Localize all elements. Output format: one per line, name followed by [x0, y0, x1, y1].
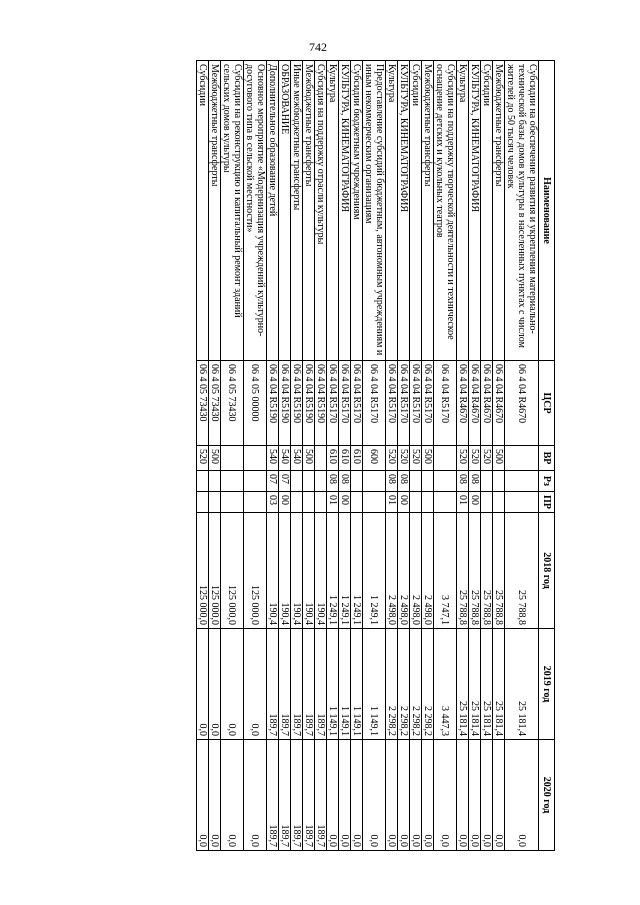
cell-csr: 06 4 04 R5190: [267, 361, 279, 446]
cell-pr: [363, 492, 386, 513]
header-vr: ВР: [539, 446, 555, 471]
cell-rz: [315, 471, 327, 492]
cell-2018: 1 249,1: [351, 513, 363, 629]
cell-name: КУЛЬТУРА, КИНЕМАТОГРАФИЯ: [469, 61, 481, 361]
table-row: [197, 61, 209, 851]
cell-name: Межбюджетные трансферты: [303, 61, 315, 361]
cell-2019: 25 181,4: [481, 629, 493, 740]
cell-vr: 540: [279, 446, 291, 471]
cell-2020: 0,0: [327, 740, 339, 851]
cell-2020: 0,0: [457, 740, 469, 851]
header-2018: 2018 год: [539, 513, 555, 629]
cell-name: Дополнительное образование детей: [267, 61, 279, 361]
cell-2020: 189,7: [279, 740, 291, 851]
cell-2019: 25 181,4: [457, 629, 469, 740]
cell-vr: 520: [197, 446, 209, 471]
cell-vr: 500: [209, 446, 221, 471]
cell-vr: 520: [469, 446, 481, 471]
cell-2018: 25 788,8: [469, 513, 481, 629]
cell-csr: 06 4 04 R5190: [315, 361, 327, 446]
table-row: [339, 61, 351, 851]
cell-pr: [505, 492, 539, 513]
cell-2019: 2 298,2: [398, 629, 410, 740]
cell-vr: 520: [481, 446, 493, 471]
cell-vr: 600: [363, 446, 386, 471]
cell-2020: 189,7: [303, 740, 315, 851]
cell-2020: 0,0: [197, 740, 209, 851]
cell-2018: 3 747,1: [434, 513, 457, 629]
cell-pr: [422, 492, 434, 513]
header-csr: ЦСР: [539, 361, 555, 446]
cell-2019: 2 298,2: [410, 629, 422, 740]
cell-rz: 08: [469, 471, 481, 492]
table-row: [457, 61, 469, 851]
cell-2019: 189,7: [291, 629, 303, 740]
table-row: [386, 61, 398, 851]
cell-2018: 190,4: [303, 513, 315, 629]
cell-2020: 0,0: [469, 740, 481, 851]
cell-2020: 0,0: [422, 740, 434, 851]
cell-csr: 06 4 04 R4670: [457, 361, 469, 446]
table-row: [303, 61, 315, 851]
cell-csr: 06 4 04 R4670: [493, 361, 505, 446]
cell-2020: 0,0: [339, 740, 351, 851]
cell-name: Культура: [457, 61, 469, 361]
cell-rz: [505, 471, 539, 492]
cell-2018: 1 249,1: [363, 513, 386, 629]
table-row: [351, 61, 363, 851]
cell-pr: [303, 492, 315, 513]
cell-name: Субсидии бюджетным учреждениям: [351, 61, 363, 361]
cell-2019: 25 181,4: [469, 629, 481, 740]
cell-vr: [244, 446, 267, 471]
cell-vr: 540: [291, 446, 303, 471]
cell-name: Предоставление субсидий бюджетным, автономным учреждениям и иным некоммерческим организациям: [363, 61, 386, 361]
cell-csr: 06 4 05 00000: [244, 361, 267, 446]
cell-csr: 06 4 04 R5170: [398, 361, 410, 446]
table-row: [291, 61, 303, 851]
cell-pr: [221, 492, 244, 513]
cell-vr: 500: [493, 446, 505, 471]
cell-name: Межбюджетные трансферты: [209, 61, 221, 361]
table-row: [279, 61, 291, 851]
cell-csr: 06 4 04 R5170: [422, 361, 434, 446]
cell-2018: 25 788,8: [493, 513, 505, 629]
table-row: [221, 61, 244, 851]
cell-2018: 125 000,0: [209, 513, 221, 629]
cell-pr: [209, 492, 221, 513]
cell-2019: 2 298,2: [422, 629, 434, 740]
table-body: [197, 61, 539, 851]
cell-2018: 25 788,8: [481, 513, 493, 629]
header-2020: 2020 год: [539, 740, 555, 851]
table-row: [267, 61, 279, 851]
cell-rz: 08: [327, 471, 339, 492]
cell-rz: [221, 471, 244, 492]
cell-name: Субсидия на поддержку отрасли культуры: [315, 61, 327, 361]
cell-2020: 0,0: [221, 740, 244, 851]
cell-pr: 00: [279, 492, 291, 513]
cell-csr: 06 4 04 R5170: [386, 361, 398, 446]
cell-vr: [505, 446, 539, 471]
table-row: [315, 61, 327, 851]
cell-2019: 25 181,4: [493, 629, 505, 740]
table-row: [481, 61, 493, 851]
cell-2019: 1 149,1: [351, 629, 363, 740]
cell-rz: [197, 471, 209, 492]
cell-name: Основное мероприятие «Модернизация учреждений культурно-досугового типа в сельской местности»: [244, 61, 267, 361]
cell-name: Межбюджетные трансферты: [422, 61, 434, 361]
header-pr: ПР: [539, 492, 555, 513]
cell-2018: 125 000,0: [221, 513, 244, 629]
cell-vr: 610: [339, 446, 351, 471]
cell-csr: 06 4 05 73430: [197, 361, 209, 446]
cell-2020: 189,7: [267, 740, 279, 851]
cell-pr: 01: [386, 492, 398, 513]
cell-name: ОБРАЗОВАНИЕ: [279, 61, 291, 361]
cell-csr: 06 4 04 R5170: [410, 361, 422, 446]
cell-rz: [291, 471, 303, 492]
cell-2018: 25 788,8: [457, 513, 469, 629]
cell-rz: [209, 471, 221, 492]
table-row: [422, 61, 434, 851]
table-row: [410, 61, 422, 851]
header-2019: 2019 год: [539, 629, 555, 740]
cell-vr: [434, 446, 457, 471]
cell-rz: [351, 471, 363, 492]
cell-pr: [410, 492, 422, 513]
cell-2020: 0,0: [351, 740, 363, 851]
cell-2018: 2 498,0: [422, 513, 434, 629]
cell-vr: 500: [303, 446, 315, 471]
cell-name: Межбюджетные трансферты: [493, 61, 505, 361]
table-row: [327, 61, 339, 851]
table-row: [493, 61, 505, 851]
cell-pr: [197, 492, 209, 513]
cell-2019: 1 149,1: [327, 629, 339, 740]
cell-2019: 3 447,3: [434, 629, 457, 740]
cell-2019: 189,7: [267, 629, 279, 740]
cell-2020: 0,0: [386, 740, 398, 851]
cell-rz: [434, 471, 457, 492]
cell-name: Субсидии: [197, 61, 209, 361]
cell-2020: 0,0: [244, 740, 267, 851]
cell-2019: 25 181,4: [505, 629, 539, 740]
cell-rz: [303, 471, 315, 492]
cell-2019: 1 149,1: [363, 629, 386, 740]
cell-rz: 08: [457, 471, 469, 492]
cell-rz: 07: [279, 471, 291, 492]
cell-csr: 06 4 05 73430: [221, 361, 244, 446]
cell-2018: 1 249,1: [327, 513, 339, 629]
cell-rz: [422, 471, 434, 492]
cell-csr: 06 4 04 R4670: [469, 361, 481, 446]
cell-rz: 08: [339, 471, 351, 492]
cell-2019: 0,0: [209, 629, 221, 740]
table-row: [363, 61, 386, 851]
cell-rz: 08: [386, 471, 398, 492]
cell-vr: 520: [398, 446, 410, 471]
cell-name: Субсидии: [410, 61, 422, 361]
page-number: 742: [309, 40, 327, 54]
cell-name: Субсидии на реконструкцию и капитальный ремонт зданий сельских домов культуры: [221, 61, 244, 361]
header-name: Наименование: [539, 61, 555, 361]
cell-csr: 06 4 04 R5170: [434, 361, 457, 446]
cell-csr: 06 4 04 R5190: [279, 361, 291, 446]
cell-2018: 2 498,0: [410, 513, 422, 629]
cell-2018: 25 788,8: [505, 513, 539, 629]
cell-2018: 2 498,0: [398, 513, 410, 629]
rotated-table-container: [87, 60, 555, 850]
header-rz: Рз: [539, 471, 555, 492]
cell-csr: 06 4 04 R4670: [505, 361, 539, 446]
cell-name: Культура: [386, 61, 398, 361]
cell-2018: 125 000,0: [197, 513, 209, 629]
cell-pr: 00: [339, 492, 351, 513]
cell-vr: 520: [410, 446, 422, 471]
cell-2020: 0,0: [209, 740, 221, 851]
cell-vr: 540: [267, 446, 279, 471]
cell-pr: [351, 492, 363, 513]
cell-2020: 0,0: [410, 740, 422, 851]
cell-2020: 0,0: [505, 740, 539, 851]
cell-rz: [481, 471, 493, 492]
cell-vr: [315, 446, 327, 471]
cell-name: КУЛЬТУРА, КИНЕМАТОГРАФИЯ: [339, 61, 351, 361]
cell-csr: 06 4 04 R5170: [339, 361, 351, 446]
cell-name: КУЛЬТУРА, КИНЕМАТОГРАФИЯ: [398, 61, 410, 361]
cell-2018: 2 498,0: [386, 513, 398, 629]
cell-vr: 520: [386, 446, 398, 471]
cell-2018: 190,4: [279, 513, 291, 629]
table-row: [505, 61, 539, 851]
cell-2019: 0,0: [197, 629, 209, 740]
cell-2018: 190,4: [291, 513, 303, 629]
cell-csr: 06 4 04 R5170: [351, 361, 363, 446]
cell-csr: 06 4 04 R4670: [481, 361, 493, 446]
cell-csr: 06 4 04 R5190: [303, 361, 315, 446]
cell-pr: [315, 492, 327, 513]
cell-2018: 1 249,1: [339, 513, 351, 629]
table-row: [244, 61, 267, 851]
cell-2020: 0,0: [434, 740, 457, 851]
cell-2019: 0,0: [244, 629, 267, 740]
cell-2020: 189,7: [315, 740, 327, 851]
cell-name: Субсидии на обеспечение развития и укрепления материально-технической базы домов культуры в населенных пунктах с числом жителей до 50 тысяч человек: [505, 61, 539, 361]
cell-rz: [410, 471, 422, 492]
cell-pr: [434, 492, 457, 513]
table-header-row: [539, 61, 555, 851]
table-row: [398, 61, 410, 851]
cell-vr: 500: [422, 446, 434, 471]
table-row: [469, 61, 481, 851]
cell-2019: 189,7: [303, 629, 315, 740]
cell-2018: 125 000,0: [244, 513, 267, 629]
cell-csr: 06 4 04 R5190: [291, 361, 303, 446]
table-row: [209, 61, 221, 851]
cell-2019: 1 149,1: [339, 629, 351, 740]
cell-name: Иные межбюджетные трансферты: [291, 61, 303, 361]
cell-2019: 189,7: [315, 629, 327, 740]
cell-2018: 190,4: [315, 513, 327, 629]
cell-2019: 189,7: [279, 629, 291, 740]
cell-vr: [221, 446, 244, 471]
cell-pr: [481, 492, 493, 513]
cell-2019: 2 298,2: [386, 629, 398, 740]
cell-pr: 01: [327, 492, 339, 513]
cell-rz: 08: [398, 471, 410, 492]
cell-name: Культура: [327, 61, 339, 361]
cell-pr: 01: [457, 492, 469, 513]
cell-pr: 00: [398, 492, 410, 513]
cell-vr: 520: [457, 446, 469, 471]
cell-2020: 189,7: [291, 740, 303, 851]
cell-csr: 06 4 05 73430: [209, 361, 221, 446]
cell-2020: 0,0: [363, 740, 386, 851]
cell-pr: [244, 492, 267, 513]
cell-pr: [493, 492, 505, 513]
cell-2020: 0,0: [398, 740, 410, 851]
cell-rz: [493, 471, 505, 492]
cell-pr: 03: [267, 492, 279, 513]
cell-name: Субсидии: [481, 61, 493, 361]
table-row: [434, 61, 457, 851]
cell-rz: 07: [267, 471, 279, 492]
cell-vr: 610: [351, 446, 363, 471]
cell-name: Субсидии на поддержку творческой деятельности и техническое оснащение детских и кукольных театров: [434, 61, 457, 361]
cell-csr: 06 4 04 R5170: [327, 361, 339, 446]
cell-2020: 0,0: [481, 740, 493, 851]
cell-csr: 06 4 04 R5170: [363, 361, 386, 446]
cell-pr: 00: [469, 492, 481, 513]
cell-vr: 610: [327, 446, 339, 471]
budget-table: [196, 60, 555, 851]
cell-rz: [244, 471, 267, 492]
cell-2020: 0,0: [493, 740, 505, 851]
cell-2018: 190,4: [267, 513, 279, 629]
cell-rz: [363, 471, 386, 492]
cell-pr: [291, 492, 303, 513]
cell-2019: 0,0: [221, 629, 244, 740]
